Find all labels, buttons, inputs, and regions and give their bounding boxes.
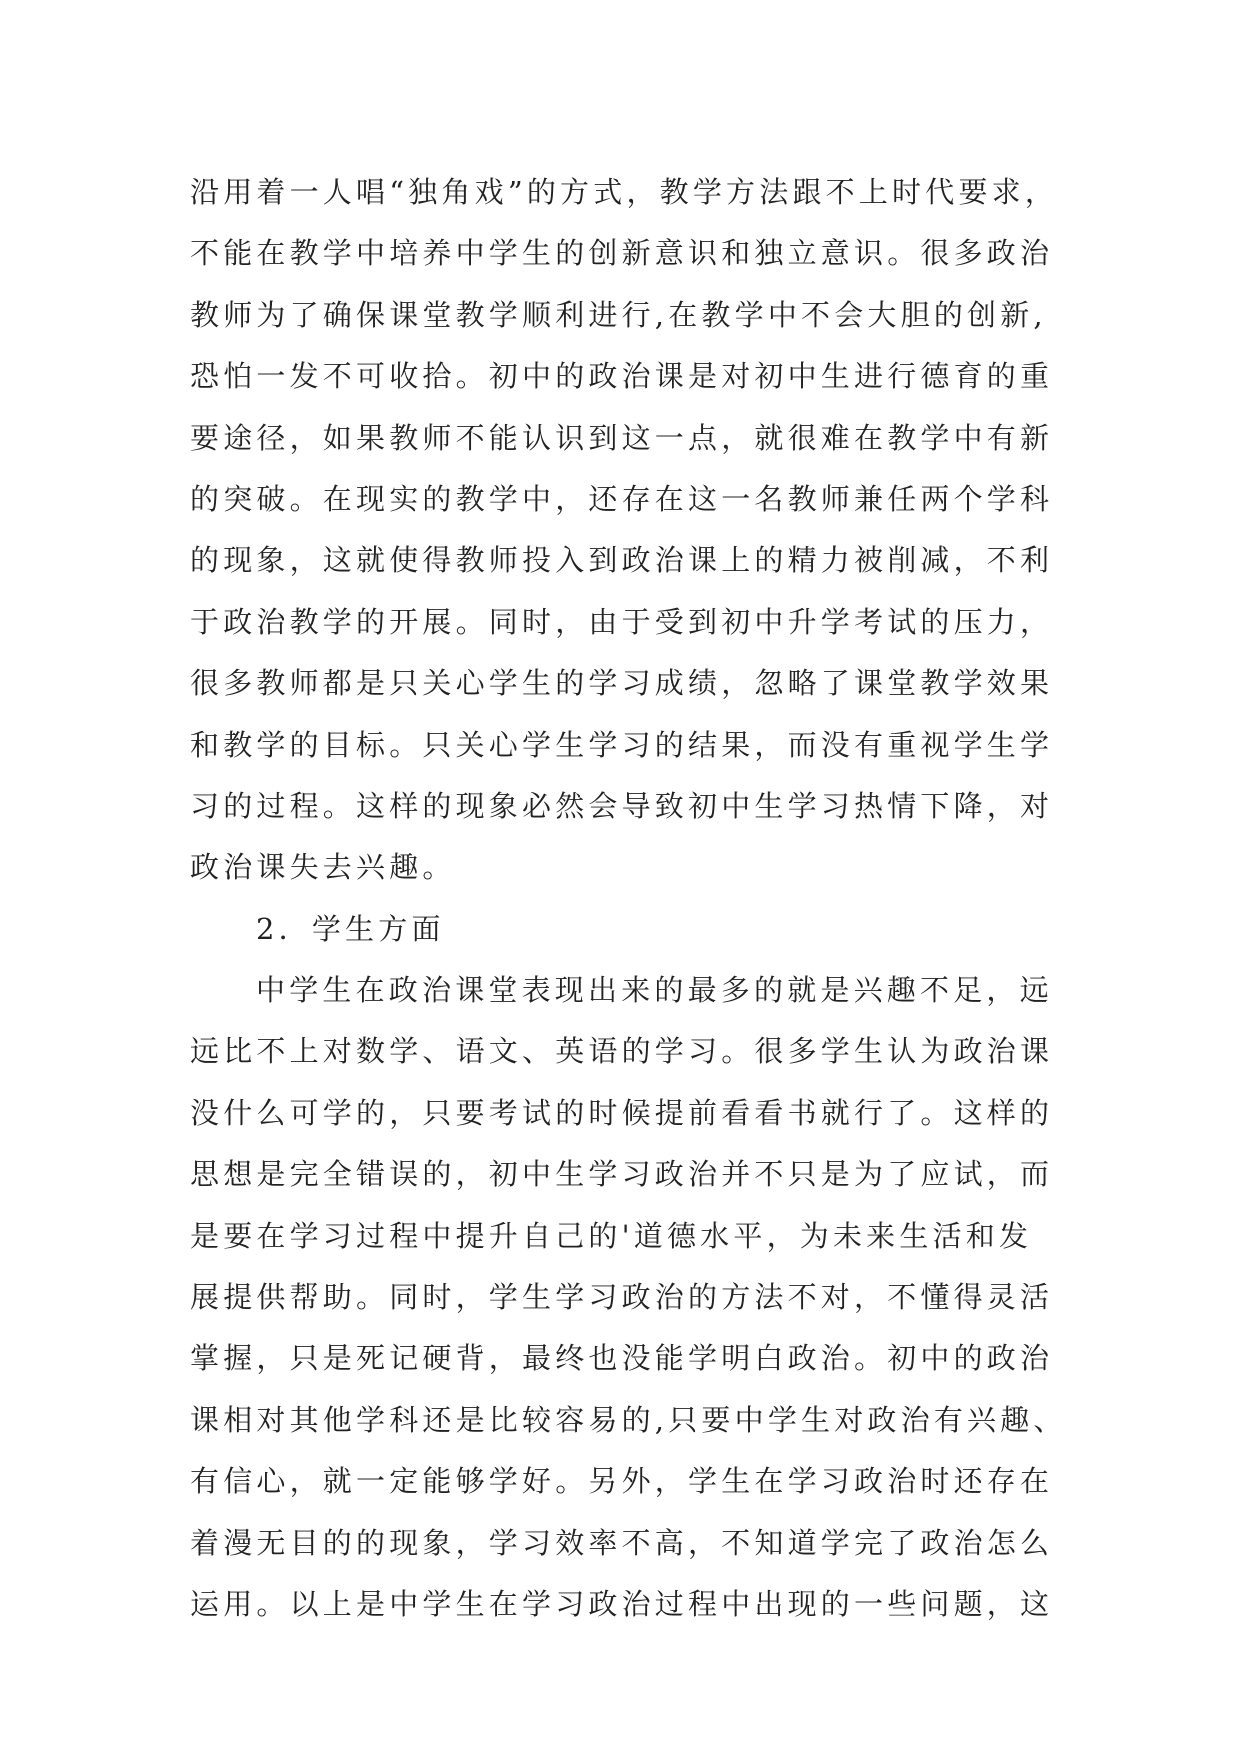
text-line: 课相对其他学科还是比较容易的,只要中学生对政治有兴趣、	[190, 1402, 1067, 1437]
text-line: 习的过程。这样的现象必然会导致初中生学习热情下降，对	[190, 788, 1054, 823]
text-line: 的突破。在现实的教学中，还存在这一名教师兼任两个学科	[190, 481, 1054, 516]
text-line: 政治课失去兴趣。	[190, 850, 456, 885]
body-text	[190, 162, 1090, 1635]
text-line: 沿用着一人唱“独角戏”的方式，教学方法跟不上时代要求，	[190, 175, 1059, 209]
text-line: 很多教师都是只关心学生的学习成绩，忽略了课堂教学效果	[190, 666, 1054, 701]
section-heading: 2．学生方面	[256, 911, 445, 946]
text-line: 和教学的目标。只关心学生学习的结果，而没有重视学生学	[190, 727, 1054, 762]
text-line: 掌握，只是死记硬背，最终也没能学明白政治。初中的政治	[190, 1341, 1054, 1376]
text-line: 是要在学习过程中提升自己的'道德水平，为未来生活和发	[190, 1218, 1033, 1253]
text-line: 有信心，就一定能够学好。另外，学生在学习政治时还存在	[190, 1464, 1054, 1499]
text-line: 运用。以上是中学生在学习政治过程中出现的一些问题，这	[190, 1586, 1054, 1621]
text-line: 思想是完全错误的，初中生学习政治并不只是为了应试，而	[190, 1157, 1054, 1192]
text-line: 于政治教学的开展。同时，由于受到初中升学考试的压力，	[190, 604, 1054, 639]
text-line: 教师为了确保课堂教学顺利进行,在教学中不会大胆的创新,	[190, 297, 1047, 332]
text-line: 的现象，这就使得教师投入到政治课上的精力被削减，不利	[190, 543, 1054, 578]
text-line: 要途径，如果教师不能认识到这一点，就很难在教学中有新	[190, 420, 1054, 455]
text-line: 恐怕一发不可收拾。初中的政治课是对初中生进行德育的重	[190, 359, 1054, 394]
text-line: 没什么可学的，只要考试的时候提前看看书就行了。这样的	[190, 1095, 1054, 1130]
text-line: 中学生在政治课堂表现出来的最多的就是兴趣不足，远	[256, 973, 1053, 1008]
text-line: 远比不上对数学、语文、英语的学习。很多学生认为政治课	[190, 1034, 1054, 1069]
text-line: 着漫无目的的现象，学习效率不高，不知道学完了政治怎么	[190, 1525, 1054, 1560]
text-line: 展提供帮助。同时，学生学习政治的方法不对，不懂得灵活	[190, 1280, 1054, 1315]
text-line: 不能在教学中培养中学生的创新意识和独立意识。很多政治	[190, 236, 1054, 271]
